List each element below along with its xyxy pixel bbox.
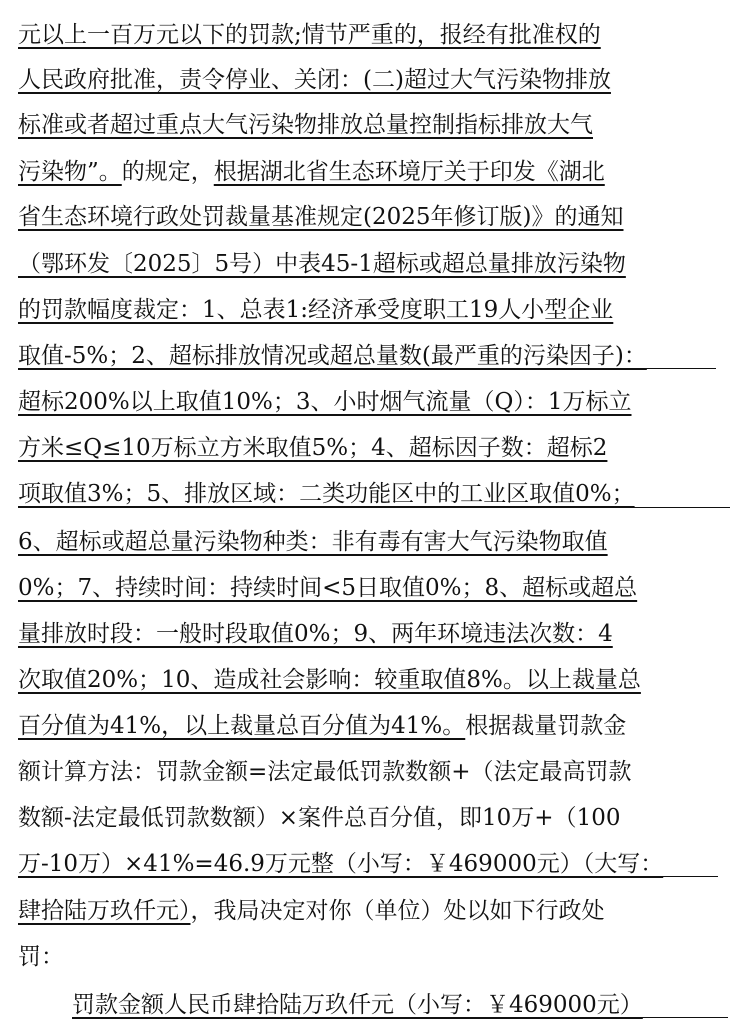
text-line — [18, 527, 736, 557]
underlined-text: 污染物”。 — [18, 159, 122, 185]
text-line — [18, 202, 736, 232]
plain-text: 的规定， — [121, 159, 214, 185]
underlined-text: 省生态环境行政处罚裁量基准规定(2025年修订版)》的通知 — [18, 204, 624, 230]
text-line — [18, 896, 736, 926]
text-line — [18, 711, 736, 741]
underlined-text: 次取值20%；10、造成社会影响：较重取值8%。以上裁量总 — [18, 667, 641, 693]
underlined-text: （鄂环发〔2025〕5号）中表45-1超标或超总量排放污染物 — [18, 251, 626, 277]
underlined-text: 根据湖北省生态环境厅关于印发《湖北 — [213, 159, 605, 185]
underlined-text: 方米≤Q≤10万标立方米取值5%；4、超标因子数：超标2 — [18, 435, 608, 461]
underlined-text: 罚款金额人民币肆拾陆万玖仟元（小写：￥469000元） — [72, 992, 643, 1018]
underline-rule — [20, 507, 730, 508]
underlined-text: 肆拾陆万玖仟元） — [18, 898, 191, 924]
text-line — [18, 803, 736, 833]
underlined-text: 量排放时段：一般时段取值0%；9、两年环境违法次数：4 — [18, 621, 613, 647]
text-line — [18, 110, 736, 140]
text-line — [18, 665, 736, 695]
text-line — [18, 20, 736, 50]
plain-text: 罚： — [18, 944, 64, 970]
text-line — [18, 249, 736, 279]
underlined-text: 0%；7、持续时间：持续时间<5日取值0%；8、超标或超总 — [18, 575, 638, 601]
text-line — [18, 942, 736, 972]
underlined-text: 人民政府批准，责令停业、关闭：(二)超过大气污染物排放 — [18, 67, 611, 93]
underlined-text: 取值-5%；2、超标排放情况或超总量数(最严重的污染因子)： — [18, 343, 647, 369]
text-line — [18, 387, 736, 417]
text-line — [72, 990, 736, 1020]
text-line — [18, 757, 736, 787]
underline-rule — [20, 876, 718, 877]
text-line — [18, 157, 736, 187]
underlined-text: 项取值3%；5、排放区域：二类功能区中的工业区取值0%； — [18, 481, 635, 507]
text-line — [18, 295, 736, 325]
plain-text: 额计算方法：罚款金额=法定最低罚款数额+（法定最高罚款 — [18, 759, 632, 785]
underlined-text: 百分值为41%，以上裁量总百分值为41%。 — [18, 713, 466, 739]
plain-text: ，我局决定对你（单位）处以如下行政处 — [190, 898, 605, 924]
text-line — [18, 573, 736, 603]
plain-text: 根据裁量罚款金 — [465, 713, 627, 739]
underlined-text: 的罚款幅度裁定：1、总表1:经济承受度职工19人小型企业 — [18, 297, 614, 323]
text-line — [18, 479, 736, 509]
underlined-text: 万-10万）×41%=46.9万元整（小写：￥469000元）（大写： — [18, 851, 664, 877]
underlined-text: 6、超标或超总量污染物种类：非有毒有害大气污染物取值 — [18, 529, 608, 555]
plain-text: 数额-法定最低罚款数额）×案件总百分值，即10万+（100 — [18, 805, 621, 831]
underlined-text: 元以上一百万元以下的罚款;情节严重的，报经有批准权的 — [18, 22, 601, 48]
text-line — [18, 433, 736, 463]
underline-rule — [20, 368, 716, 369]
text-line — [18, 849, 736, 879]
underline-rule — [72, 1017, 728, 1018]
text-line — [18, 341, 736, 371]
underlined-text: 超标200%以上取值10%；3、小时烟气流量（Q）：1万标立 — [18, 389, 632, 415]
text-line — [18, 65, 736, 95]
text-line — [18, 619, 736, 649]
underlined-text: 标准或者超过重点大气污染物排放总量控制指标排放大气 — [18, 112, 593, 138]
